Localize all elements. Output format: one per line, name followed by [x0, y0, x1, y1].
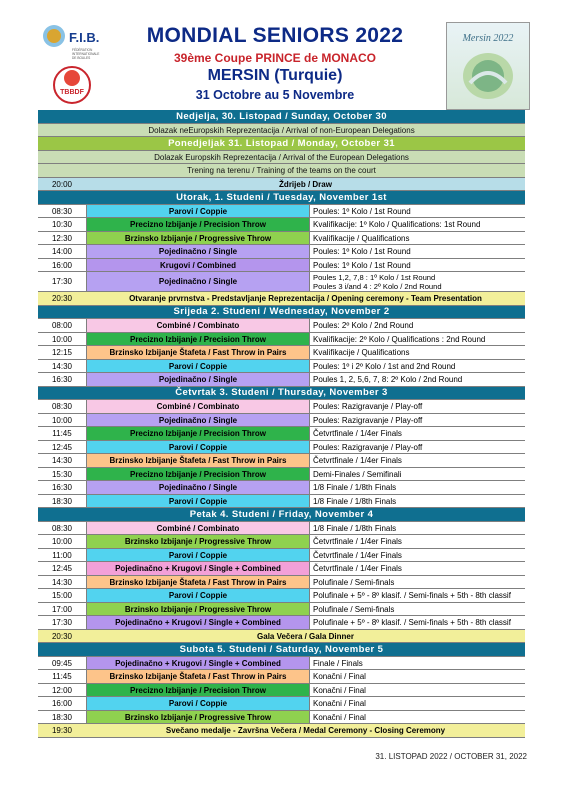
schedule-row: [38, 562, 525, 576]
event-cell: Combiné / Combinato: [86, 319, 310, 332]
event-cell: Brzinsko Izbijanje Štafeta / Fast Throw in Pairs: [86, 454, 310, 467]
time-cell: 10:00: [51, 334, 73, 344]
event-cell: Pojedinačno / Single: [86, 481, 310, 494]
page-header: [40, 20, 530, 110]
time-cell: 11:45: [52, 672, 72, 681]
phase-cell: Konačni / Final: [313, 685, 366, 695]
schedule-row: [38, 414, 525, 428]
page-dates: 31 Octobre au 5 Novembre: [195, 88, 355, 102]
schedule-row: [38, 441, 525, 455]
event-cell: Pojedinačno / Single: [86, 245, 310, 258]
info-text: Dolazak Europskih Reprezentacija / Arrival of the European Delegations: [154, 152, 409, 162]
fib-logo: [42, 22, 102, 108]
event-cell: Parovi / Coppie: [86, 441, 310, 454]
schedule-row: [38, 259, 525, 273]
time-cell: 20:00: [51, 179, 73, 189]
time-cell: 18:30: [51, 712, 73, 722]
day-header-row: [38, 306, 525, 320]
schedule-row: [38, 360, 525, 374]
phase-cell: Finale / Finals: [313, 658, 363, 668]
info-row: [38, 164, 525, 178]
phase-cell: 1/8 Finale / 1/8th Finals: [313, 523, 397, 533]
time-cell: 19:30: [51, 726, 73, 735]
schedule-row: [38, 522, 525, 536]
schedule-row: [38, 589, 525, 603]
time-cell: 14:30: [51, 361, 73, 371]
time-cell: 15:00: [51, 591, 73, 600]
schedule-row: [38, 468, 525, 482]
time-cell: 15:30: [51, 469, 73, 479]
svg-text:Mersin 2022: Mersin 2022: [462, 33, 514, 44]
svg-text:TBBDF: TBBDF: [60, 89, 84, 96]
schedule-row: [38, 616, 525, 630]
event-cell: Pojedinačno + Krugovi / Single + Combined: [86, 616, 310, 629]
day-header-row: [38, 508, 525, 522]
phase-cell: Poules: 1º i 2º Kolo / 1st and 2nd Round: [313, 361, 456, 371]
phase-cell: Polufinale + 5º - 8º klasif. / Semi-finals + 5th - 8th classif: [313, 618, 511, 627]
phase-cell: Četvrtfinale / 1/4er Finals: [313, 456, 402, 465]
day-title: Utorak, 1. Studeni / Tuesday, November 1st: [176, 191, 387, 203]
phase-cell: Četvrtfinale / 1/4er Finals: [313, 537, 402, 546]
schedule-row: [38, 684, 525, 698]
phase-cell: Kvalifikacije: 1º Kolo / Qualifications: 1st Round: [313, 220, 481, 229]
event-cell: Brzinsko Izbijanje / Progressive Throw: [86, 535, 310, 548]
time-cell: 16:00: [51, 260, 73, 270]
time-cell: 17:30: [51, 618, 73, 627]
schedule-row: [38, 346, 525, 360]
schedule-row: [38, 603, 525, 617]
event-cell: Brzinsko Izbijanje / Progressive Throw: [86, 711, 310, 724]
time-cell: 10:30: [51, 220, 73, 229]
phase-cell: Kvalifikacije / Qualifications: [313, 233, 410, 243]
schedule-row: [38, 535, 525, 549]
time-cell: 09:45: [51, 658, 73, 668]
event-cell: Pojedinačno / Single: [86, 373, 310, 386]
time-cell: 20:30: [51, 631, 73, 641]
phase-cell: Polufinale / Semi-finals: [313, 577, 395, 587]
phase-cell: Polufinale / Semi-finals: [313, 604, 395, 614]
time-cell: 08:00: [51, 321, 73, 330]
schedule-row: [38, 373, 525, 387]
day-title: Srijeda 2. Studeni / Wednesday, November 2: [173, 306, 390, 317]
time-cell: 12:15: [51, 348, 73, 357]
day-title: Petak 4. Studeni / Friday, November 4: [189, 508, 374, 520]
time-cell: 11:00: [52, 550, 72, 560]
event-cell: Pojedinačno + Krugovi / Single + Combined: [86, 562, 310, 575]
info-text: Trening na terenu / Training of the teams on the court: [187, 166, 376, 175]
day-title: Nedjelja, 30. Listopad / Sunday, October 30: [176, 110, 387, 122]
svg-text:DE BOULES: DE BOULES: [72, 56, 91, 60]
time-cell: 11:45: [52, 429, 72, 438]
day-title: Ponedjeljak 31. Listopad / Monday, October 31: [168, 137, 395, 149]
event-cell: Combiné / Combinato: [86, 400, 310, 413]
event-cell: Parovi / Coppie: [86, 205, 310, 218]
schedule-row: [38, 292, 525, 306]
phase-cell: 1/8 Finale / 1/8th Finals: [313, 496, 397, 506]
event-cell: Brzinsko Izbijanje Štafeta / Fast Throw in Pairs: [86, 346, 310, 359]
event-cell: Gala Večera / Gala Dinner: [257, 631, 354, 641]
schedule-row: [38, 333, 525, 347]
schedule-row: [38, 481, 525, 495]
page-city: MERSIN (Turquie): [207, 67, 343, 84]
phase-cell: Kvalifikacije / Qualifications: [313, 348, 410, 357]
event-cell: Precizno Izbijanje / Precision Throw: [86, 468, 310, 481]
schedule-row: [38, 205, 525, 219]
event-cell: Brzinsko Izbijanje / Progressive Throw: [86, 603, 310, 616]
event-cell: Brzinsko Izbijanje / Progressive Throw: [86, 232, 310, 245]
time-cell: 08:30: [51, 206, 73, 216]
svg-text:FÉDÉRATION: FÉDÉRATION: [72, 48, 93, 52]
schedule-row: [38, 697, 525, 711]
day-header-row: [38, 137, 525, 151]
event-cell: Pojedinačno / Single: [86, 272, 310, 291]
phase-cell: Poules: 1º Kolo / 1st Round: [313, 247, 411, 256]
svg-text:F.I.B.: F.I.B.: [69, 30, 100, 45]
time-cell: 16:00: [51, 699, 73, 708]
phase-cell: Konačni / Final: [313, 712, 366, 722]
event-cell: Parovi / Coppie: [86, 697, 310, 710]
time-cell: 10:00: [51, 415, 73, 425]
event-cell: Precizno Izbijanje / Precision Throw: [86, 427, 310, 440]
phase-cell: Četvrtfinale / 1/4er Finals: [313, 429, 402, 438]
time-cell: 20:30: [51, 294, 73, 303]
day-header-row: [38, 387, 525, 401]
phase-cell: Poules: 1º Kolo / 1st Round: [313, 260, 411, 270]
event-cell: Parovi / Coppie: [86, 495, 310, 508]
time-cell: 16:30: [51, 375, 73, 384]
event-cell: Ždrijeb / Draw: [279, 179, 332, 189]
event-cell: Parovi / Coppie: [86, 360, 310, 373]
event-cell: Precizno Izbijanje / Precision Throw: [86, 333, 310, 346]
time-cell: 10:00: [51, 537, 73, 546]
time-cell: 17:30: [51, 277, 73, 286]
event-cell: Krugovi / Combined: [86, 259, 310, 272]
schedule-row: [38, 576, 525, 590]
event-cell: Parovi / Coppie: [86, 549, 310, 562]
day-title: Subota 5. Studeni / Saturday, November 5: [179, 643, 384, 655]
schedule-row: [38, 178, 525, 192]
schedule-row: [38, 454, 525, 468]
phase-cell: Poules: 1º Kolo / 1st Round: [313, 206, 411, 216]
phase-cell: 1/8 Finale / 1/8th Finals: [313, 483, 397, 492]
event-cell: Combiné / Combinato: [86, 522, 310, 535]
event-cell: Parovi / Coppie: [86, 589, 310, 602]
page-subtitle: 39ème Coupe PRINCE de MONACO: [173, 51, 377, 65]
time-cell: 08:30: [51, 523, 73, 533]
svg-text:INTERNATIONALE: INTERNATIONALE: [72, 52, 100, 56]
time-cell: 16:30: [51, 483, 73, 492]
phase-cell: Poules: Razigravanje / Play-off: [313, 402, 423, 411]
event-cell: Precizno Izbijanje / Precision Throw: [86, 684, 310, 697]
schedule-table: [38, 110, 525, 738]
day-header-row: [38, 643, 525, 657]
schedule-row: [38, 427, 525, 441]
schedule-row: [38, 630, 525, 644]
event-cell: Pojedinačno / Single: [86, 414, 310, 427]
phase-cell: Poules 1,2, 7,8 : 1º Kolo / 1st Round Poules 3 i/and 4 : 2º Kolo / 2nd Round: [313, 273, 442, 291]
info-row: [38, 124, 525, 138]
time-cell: 17:00: [51, 604, 73, 614]
schedule-row: [38, 711, 525, 725]
footer-date: 31. LISTOPAD 2022 / OCTOBER 31, 2022: [375, 752, 527, 761]
phase-cell: Polufinale + 5º - 8º klasif. / Semi-finals + 5th - 8th classif: [313, 591, 511, 600]
schedule-row: [38, 495, 525, 509]
phase-cell: Kvalifikacije: 2º Kolo / Qualifications : 2nd Round: [313, 334, 486, 344]
schedule-row: [38, 400, 525, 414]
phase-cell: Demi-Finales / Semifinali: [313, 469, 402, 479]
phase-cell: Konačni / Final: [313, 672, 366, 681]
time-cell: 12:30: [51, 233, 73, 243]
schedule-row: [38, 549, 525, 563]
event-cell: Pojedinačno + Krugovi / Single + Combined: [86, 657, 310, 670]
phase-cell: Poules 1, 2, 5,6, 7, 8: 2º Kolo / 2nd Round: [313, 375, 463, 384]
day-header-row: [38, 110, 525, 124]
info-row: [38, 151, 525, 165]
phase-cell: Četvrtfinale / 1/4er Finals: [313, 550, 402, 560]
phase-cell: Poules: 2º Kolo / 2nd Round: [313, 321, 414, 330]
schedule-row: [38, 724, 525, 738]
phase-cell: Poules: Razigravanje / Play-off: [313, 442, 423, 452]
schedule-row: [38, 272, 525, 292]
schedule-row: [38, 232, 525, 246]
info-text: Dolazak neEuropskih Reprezentacija / Arrival of non-European Delegations: [148, 125, 415, 135]
time-cell: 12:00: [51, 685, 73, 695]
time-cell: 14:30: [51, 577, 73, 587]
schedule-row: [38, 670, 525, 684]
event-cell: Brzinsko Izbijanje Štafeta / Fast Throw in Pairs: [86, 670, 310, 683]
phase-cell: Poules: Razigravanje / Play-off: [313, 415, 423, 425]
time-cell: 12:45: [51, 442, 73, 452]
event-cell: Otvaranje prvrnstva - Predstavljanje Reprezentacija / Opening ceremony - Team Presentation: [129, 294, 482, 303]
phase-cell: Četvrtfinale / 1/4er Finals: [313, 564, 402, 573]
schedule-row: [38, 657, 525, 671]
schedule-row: [38, 245, 525, 259]
time-cell: 08:30: [51, 402, 73, 411]
page-title: MONDIAL SENIORS 2022: [146, 24, 404, 47]
event-cell: Precizno Izbijanje / Precision Throw: [86, 218, 310, 231]
day-header-row: [38, 191, 525, 205]
time-cell: 18:30: [51, 496, 73, 506]
event-cell: Brzinsko Izbijanje Štafeta / Fast Throw in Pairs: [86, 576, 310, 589]
event-cell: Svečano medalje - Završna Večera / Medal Ceremony - Closing Ceremony: [165, 726, 446, 735]
day-title: Četvrtak 3. Studeni / Thursday, November 3: [175, 387, 388, 398]
schedule-row: [38, 218, 525, 232]
schedule-row: [38, 319, 525, 333]
phase-cell: Konačni / Final: [313, 699, 366, 708]
time-cell: 14:30: [51, 456, 73, 465]
mersin-logo: [446, 22, 530, 110]
time-cell: 12:45: [51, 564, 73, 573]
time-cell: 14:00: [51, 247, 73, 256]
